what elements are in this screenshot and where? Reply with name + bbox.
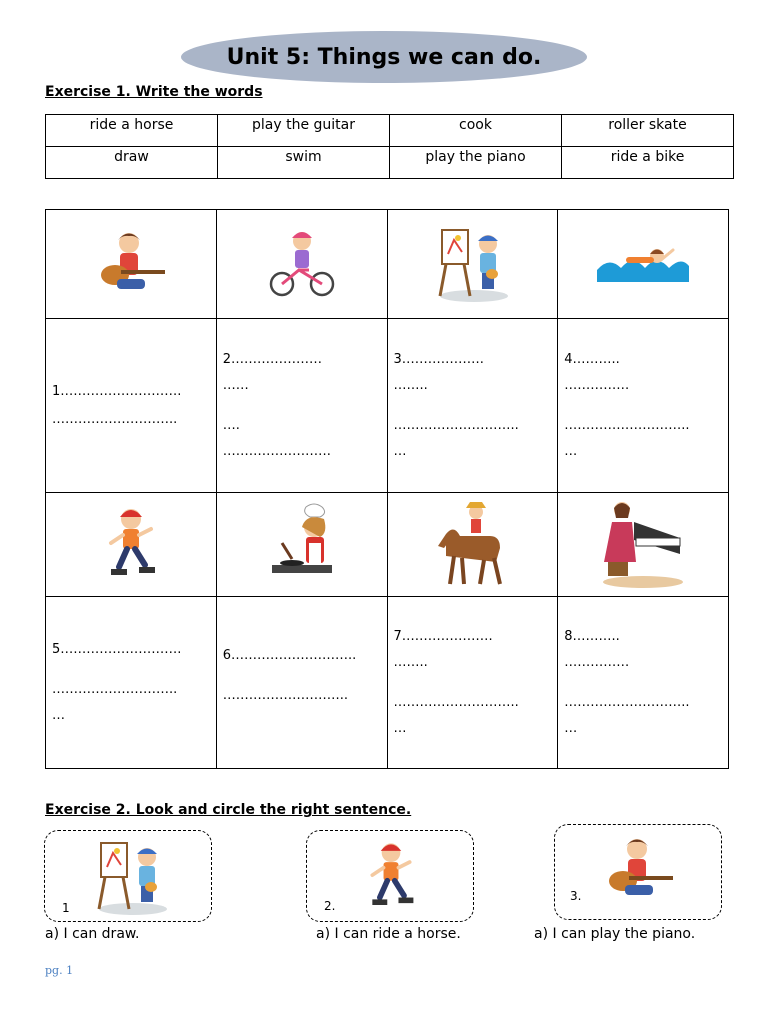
answer-line: 1……………………….: [52, 384, 182, 399]
picture-answer-grid: [45, 209, 729, 769]
picture-cell: [216, 493, 387, 597]
answer-line: 4………..: [564, 352, 620, 367]
answer-line: 8………..: [564, 629, 620, 644]
title-banner: [181, 31, 587, 83]
answer-line: ………………………..: [52, 682, 178, 697]
picture-row: [46, 493, 729, 597]
girl-piano-icon: [598, 500, 688, 590]
answer-line: …: [564, 444, 578, 459]
answer-line: ………………………..: [564, 695, 690, 710]
answer-line: 2…………………: [222, 352, 323, 367]
answer-line: 7…………………: [393, 629, 493, 644]
answer-line: ….: [222, 418, 240, 433]
exercise2-picture-box: [554, 824, 722, 920]
answer-line: ………………………..: [393, 695, 519, 710]
answer-cell[interactable]: [387, 319, 558, 493]
word-cell: roller skate: [562, 115, 734, 147]
picture-cell: [558, 493, 729, 597]
guitar-boy-icon: [91, 229, 171, 299]
item-number: 1: [62, 901, 70, 915]
answer-gap: [223, 703, 381, 717]
picture-cell: [216, 210, 387, 319]
answer-line: ………………………..: [393, 418, 519, 433]
answer-line: ……………: [564, 655, 630, 670]
answer-line: ………………………..: [52, 412, 178, 427]
exercise2-picture-box: [306, 830, 474, 922]
answer-row: [46, 319, 729, 493]
answer-line: ………………………..: [564, 418, 690, 433]
exercise2-picture-box: [44, 830, 212, 922]
answer-cell[interactable]: [216, 319, 387, 493]
answer-line: 6………………………..: [222, 648, 357, 663]
word-cell: swim: [218, 147, 390, 179]
answer-cell[interactable]: [46, 597, 217, 769]
page-number: pg. 1: [45, 964, 74, 977]
answer-option[interactable]: a) I can ride a horse.: [316, 926, 461, 942]
answer-option[interactable]: a) I can play the piano.: [534, 926, 696, 942]
picture-cell: [46, 493, 217, 597]
word-cell: draw: [46, 147, 218, 179]
answer-cell[interactable]: [558, 597, 729, 769]
answer-line: …: [564, 721, 578, 736]
picture-row: [46, 210, 729, 319]
word-cell: ride a horse: [46, 115, 218, 147]
answer-row: [46, 597, 729, 769]
answer-line: …………………….: [222, 444, 331, 459]
answer-line: 5……………………….: [52, 642, 182, 657]
word-bank-row: [46, 115, 734, 147]
boy-painting-icon: [432, 224, 512, 304]
girl-cooking-icon: [262, 503, 342, 587]
answer-cell[interactable]: [216, 597, 387, 769]
word-cell: play the piano: [390, 147, 562, 179]
boy-skating-icon: [363, 837, 419, 917]
boy-painting-icon: [91, 837, 171, 917]
boy-horse-icon: [434, 500, 510, 590]
boy-skating-icon: [101, 503, 161, 587]
answer-gap: [52, 399, 210, 413]
page-title: Unit 5: Things we can do.: [226, 44, 542, 70]
answer-cell[interactable]: [46, 319, 217, 493]
word-cell: ride a bike: [562, 147, 734, 179]
answer-option[interactable]: a) I can draw.: [45, 926, 140, 942]
picture-cell: [387, 210, 558, 319]
word-cell: cook: [390, 115, 562, 147]
answer-line: …: [393, 721, 407, 736]
picture-cell: [46, 210, 217, 319]
picture-cell: [558, 210, 729, 319]
answer-line: ……..: [393, 655, 428, 670]
girl-bike-icon: [267, 228, 337, 300]
exercise1-heading: Exercise 1. Write the words: [45, 84, 263, 100]
answer-line: …: [393, 444, 407, 459]
answer-cell[interactable]: [387, 597, 558, 769]
word-bank-row: [46, 147, 734, 179]
answer-line: …: [52, 708, 65, 723]
exercise2-heading: Exercise 2. Look and circle the right sentence.: [45, 802, 412, 818]
word-cell: play the guitar: [218, 115, 390, 147]
answer-line: ……..: [393, 378, 428, 393]
guitar-boy-icon: [599, 835, 679, 905]
item-number: 3.: [570, 889, 582, 903]
girl-swimming-icon: [595, 242, 691, 286]
answer-line: ………………………..: [222, 688, 349, 703]
answer-cell[interactable]: [558, 319, 729, 493]
word-bank-table: [45, 114, 734, 179]
answer-line: ……………: [564, 378, 630, 393]
answer-line: 3……………….: [393, 352, 484, 367]
item-number: 2.: [324, 899, 336, 913]
answer-line: ……: [222, 378, 249, 393]
picture-cell: [387, 493, 558, 597]
